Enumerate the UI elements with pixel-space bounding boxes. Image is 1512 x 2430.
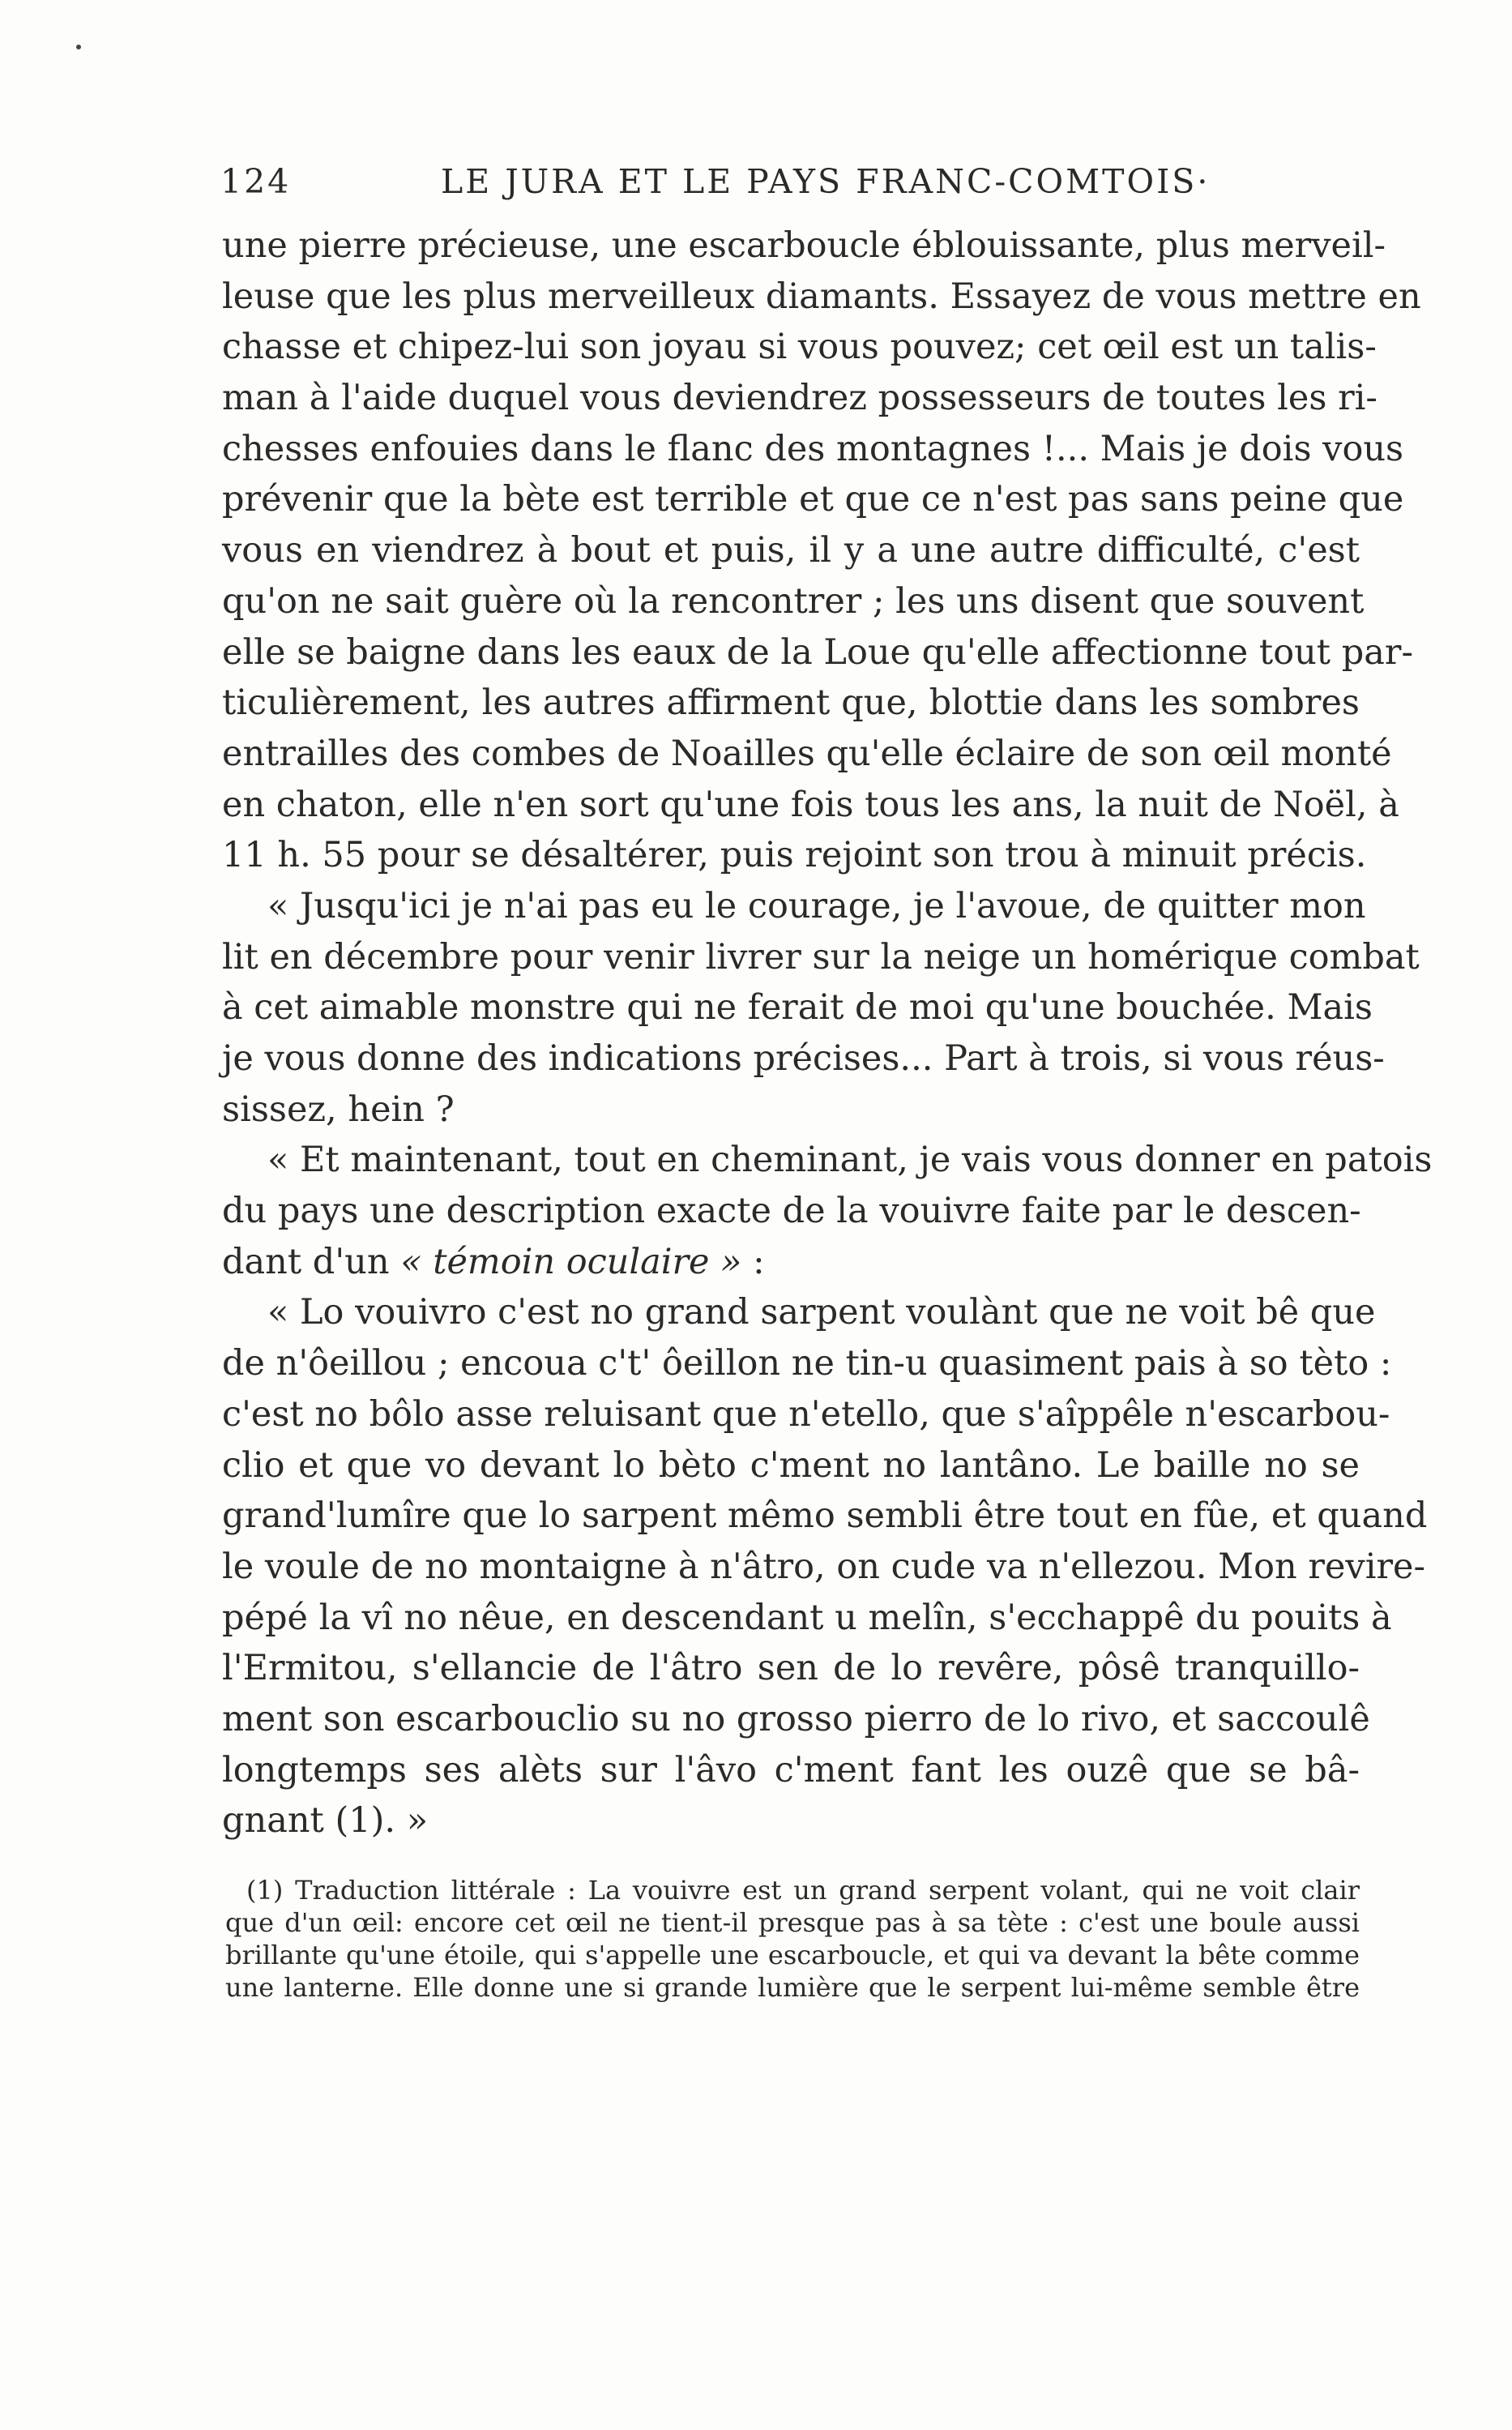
page-header	[220, 162, 1225, 211]
text-line: leuse que les plus merveilleux diamants. Essayez de vous mettre en	[222, 276, 1421, 317]
text-line: clio et que vo devant lo bèto c'ment no lantâno. Le baille no se	[222, 1444, 1360, 1486]
text-line: chasse et chipez-lui son joyau si vous pouvez; cet œil est un talis-	[222, 327, 1377, 368]
text-line: vous en viendrez à bout et puis, il y a une autre difficulté, c'est	[222, 530, 1360, 571]
footnote-line: brillante qu'une étoile, qui s'appelle une escarboucle, et qui va devant la bête comme	[225, 1940, 1360, 1970]
text-line: gnant (1). »	[222, 1800, 429, 1842]
text-line: sissez, hein ?	[222, 1089, 455, 1130]
text-line: ticulièrement, les autres affirment que, blottie dans les sombres	[222, 682, 1360, 724]
text-line: l'Ermitou, s'ellancie de l'âtro sen de lo revêre, pôsê tranquillo-	[222, 1648, 1360, 1689]
text-line-witness	[222, 1237, 1360, 1288]
text-line: je vous donne des indications précises... Part à trois, si vous réus-	[222, 1038, 1385, 1079]
footnote	[225, 1874, 1360, 2004]
print-speck	[76, 45, 81, 49]
footnote-line: une lanterne. Elle donne une si grande lumière que le serpent lui-même semble être	[225, 1972, 1360, 2003]
text-fragment: dant d'un	[222, 1241, 390, 1282]
witness-phrase: « témoin oculaire »	[400, 1241, 742, 1282]
text-line: du pays une description exacte de la vouivre faite par le descen-	[222, 1191, 1361, 1232]
text-line: elle se baigne dans les eaux de la Loue qu'elle affectionne tout par-	[222, 631, 1413, 673]
text-line: longtemps ses alèts sur l'âvo c'ment fant les ouzê que se bâ-	[222, 1749, 1360, 1790]
text-line: chesses enfouies dans le flanc des montagnes !... Mais je dois vous	[222, 428, 1404, 469]
text-line: prévenir que la bète est terrible et que ce n'est pas sans peine que	[222, 479, 1404, 520]
text-line: une pierre précieuse, une escarboucle éblouissante, plus merveil-	[222, 225, 1386, 266]
text-line: grand'lumîre que lo sarpent mêmo sembli être tout en fûe, et quand	[222, 1495, 1428, 1537]
page-number: 124	[220, 162, 292, 201]
text-line: de n'ôeillou ; encoua c't' ôeillon ne tin-u quasiment pais à so tèto :	[222, 1343, 1392, 1384]
text-line: en chaton, elle n'en sort qu'une fois tous les ans, la nuit de Noël, à	[222, 784, 1399, 825]
text-line: entrailles des combes de Noailles qu'elle éclaire de son œil monté	[222, 733, 1392, 774]
text-line: le voule de no montaigne à n'âtro, on cude va n'ellezou. Mon revire-	[222, 1546, 1425, 1587]
main-text	[222, 220, 1433, 1846]
witness-colon: :	[753, 1241, 765, 1282]
text-line: « Et maintenant, tout en cheminant, je vais vous donner en patois	[267, 1140, 1433, 1181]
text-line: ment son escarbouclio su no grosso pierro de lo rivo, et saccoulê	[222, 1698, 1370, 1739]
text-line: à cet aimable monstre qui ne ferait de moi qu'une bouchée. Mais	[222, 987, 1373, 1029]
text-line: « Lo vouivro c'est no grand sarpent voulànt que ne voit bê que	[267, 1292, 1376, 1333]
text-line: pépé la vî no nêue, en descendant u melîn, s'ecchappê du pouits à	[222, 1597, 1392, 1638]
text-line: c'est no bôlo asse reluisant que n'etello, que s'aîppêle n'escarbou-	[222, 1393, 1390, 1435]
text-line: qu'on ne sait guère où la rencontrer ; les uns disent que souvent	[222, 580, 1365, 622]
text-line: man à l'aide duquel vous deviendrez possesseurs de toutes les ri-	[222, 378, 1377, 419]
footnote-line: (1) Traduction littérale : La vouivre est un grand serpent volant, qui ne voit clair	[246, 1875, 1360, 1906]
text-line: « Jusqu'ici je n'ai pas eu le courage, je l'avoue, de quitter mon	[267, 885, 1366, 926]
text-line: 11 h. 55 pour se désaltérer, puis rejoint son trou à minuit précis.	[222, 835, 1367, 876]
running-title: LE JURA ET LE PAYS FRANC-COMTOIS·	[441, 162, 1211, 201]
footnote-line: que d'un œil: encore cet œil ne tient-il presque pas à sa tète : c'est une boule aussi	[225, 1907, 1360, 1938]
text-line: lit en décembre pour venir livrer sur la neige un homérique combat	[222, 936, 1420, 978]
